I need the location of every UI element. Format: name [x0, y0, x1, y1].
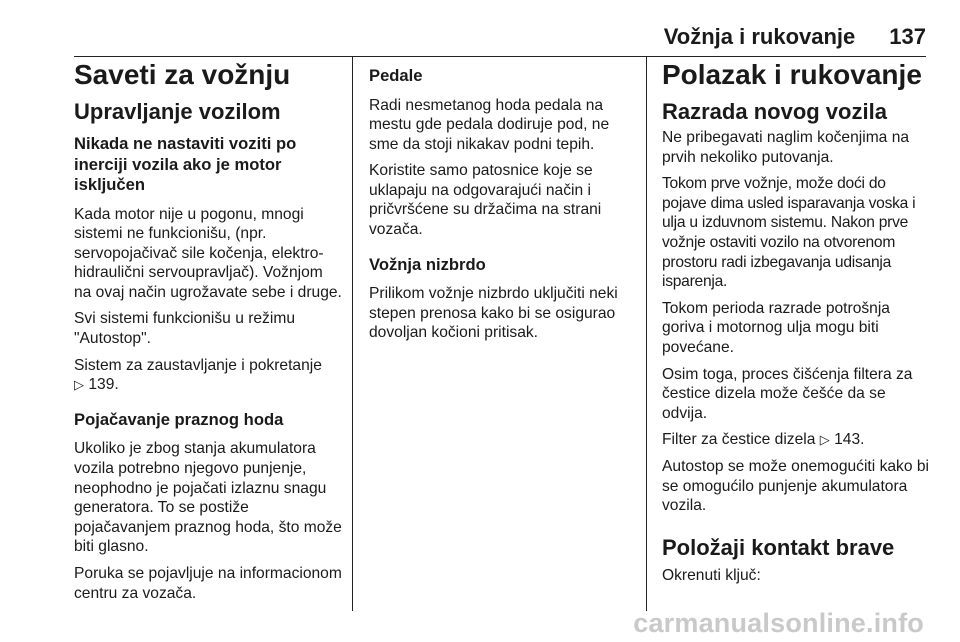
paragraph-text: Sistem za zaustavljanje i pokretanje: [74, 356, 322, 374]
page-reference-arrow-icon: ▷: [74, 377, 84, 393]
column-3: [662, 58, 930, 592]
watermark: carmanualsonline.info: [633, 608, 924, 638]
paragraph: Svi sistemi funkcionišu u režimu "Autostop".: [74, 310, 295, 348]
column-1: [74, 58, 342, 610]
paragraph: Tokom prve vožnje, može doći do pojave dima usled isparavanja voska i ulja u izduvnom sistemu. Nakon prve vožnje ostaviti vozilo na otvorenom prostoru radi izbegavanja udisanja isparenja.: [662, 175, 916, 291]
section-title: Saveti za vožnju: [74, 59, 291, 90]
running-header: [664, 24, 926, 50]
paragraph-text: Filter za čestice dizela: [662, 431, 816, 449]
paragraph: Koristite samo patosnice koje se uklapaju na odgovarajući način i pričvršćene su držačima na strani vozača.: [369, 162, 602, 239]
subsection-title: Upravljanje vozilom: [74, 99, 281, 124]
page-number: 137: [889, 24, 926, 49]
paragraph-with-reference: [74, 356, 342, 395]
column-divider-2: [646, 57, 647, 611]
topic-heading: Pojačavanje praznog hoda: [74, 409, 284, 429]
page-reference[interactable]: 139.: [88, 376, 119, 394]
paragraph: Autostop se može onemogućiti kako bi se omogućilo punjenje akumulatora vozila.: [662, 457, 929, 515]
topic-heading: Pedale: [369, 66, 423, 85]
paragraph: Poruka se pojavljuje na informacionom centru za vozača.: [74, 564, 342, 602]
section-title: Polazak i rukovanje: [662, 59, 922, 90]
paragraph: Tokom perioda razrade potrošnja goriva i motornog ulja mogu biti povećane.: [662, 299, 890, 356]
page-reference-arrow-icon: ▷: [819, 432, 830, 448]
header-rule: [74, 56, 926, 57]
column-2: [369, 66, 641, 350]
subsection-title: Položaji kontakt brave: [662, 534, 895, 560]
paragraph: Osim toga, proces čišćenja filtera za čestice dizela može češće da se odvija.: [662, 365, 913, 422]
paragraph: Ne pribegavati naglim kočenjima na prvih nekoliko putovanja.: [662, 129, 910, 166]
column-divider-1: [352, 57, 353, 611]
paragraph: Kada motor nije u pogonu, mnogi sistemi ne funkcionišu, (npr. servopojačivač sile kočenja, elektro-hidraulični servoupravljač). Vožnjom na ovaj način ugrožavate sebe i druge.: [74, 205, 342, 301]
paragraph: Prilikom vožnje nizbrdo uključiti neki stepen prenosa kako bi se osigurao dovoljan kočioni pritisak.: [369, 285, 618, 342]
topic-heading: Nikada ne nastaviti voziti po inerciji vozila ako je motor isključen: [74, 134, 297, 194]
paragraph-with-reference: [662, 430, 930, 450]
paragraph: Ukoliko je zbog stanja akumulatora vozila potrebno njegovo punjenje, neophodno je pojačati izlaznu snagu generatora. To se postiže pojačavanjem praznog hoda, što može biti glasno.: [74, 440, 342, 556]
page-reference[interactable]: 143.: [834, 431, 865, 449]
subsection-title: Razrada novog vozila: [662, 99, 887, 124]
paragraph: Radi nesmetanog hoda pedala na mestu gde pedala dodiruje pod, ne sme da stoji nikakav podni tepih.: [369, 96, 610, 153]
paragraph: Okrenuti ključ:: [662, 566, 761, 584]
topic-heading: Vožnja nizbrdo: [369, 254, 486, 274]
header-title: Vožnja i rukovanje: [663, 24, 856, 49]
